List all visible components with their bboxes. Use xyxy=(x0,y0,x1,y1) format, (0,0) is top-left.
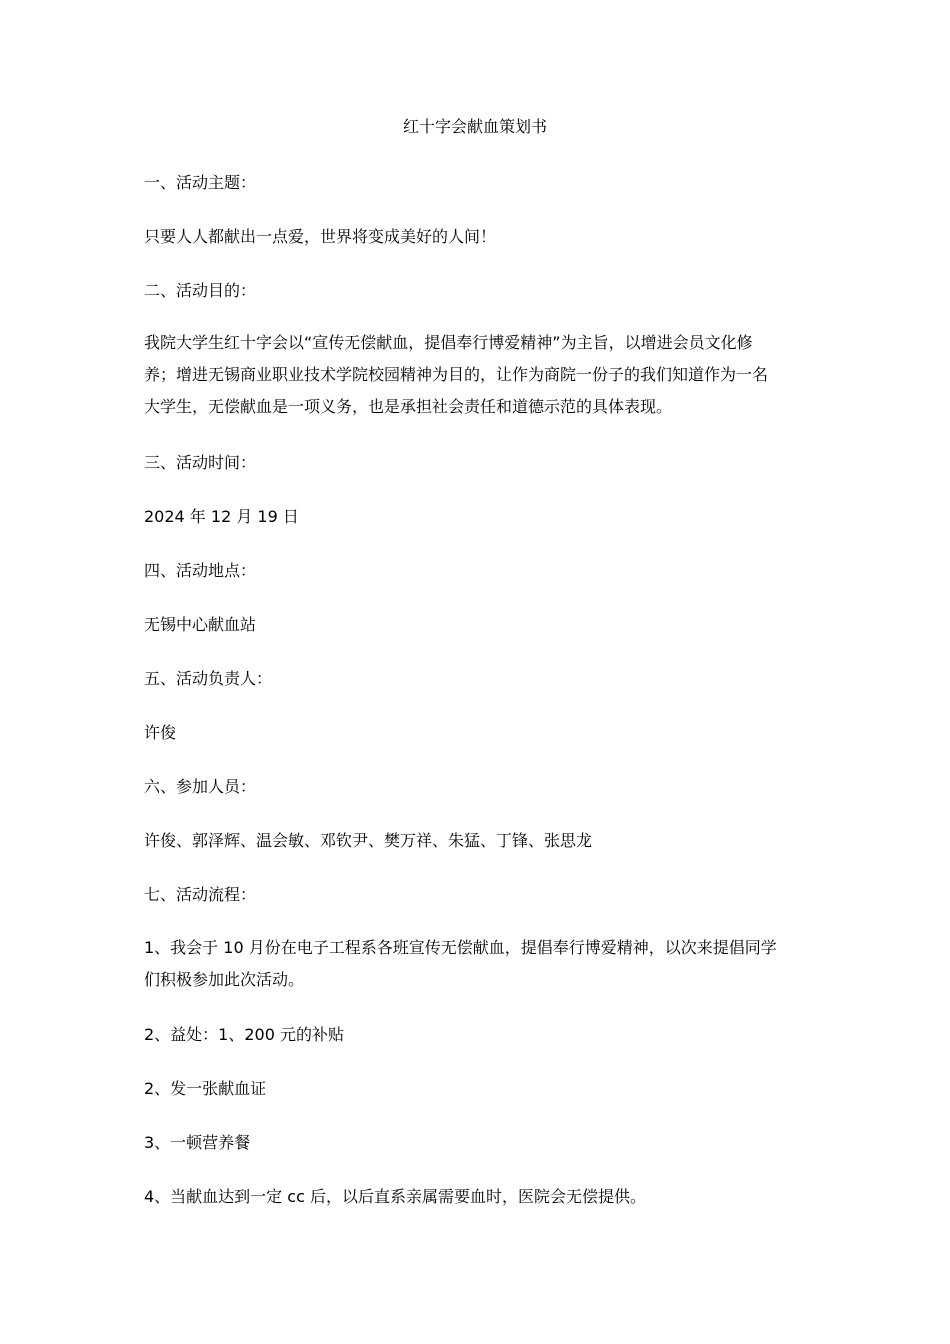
section-participants-content: 许俊、郭泽辉、温会敏、邓钦尹、樊万祥、朱猛、丁锋、张思龙 xyxy=(144,831,593,850)
section-time-heading: 三、活动时间： xyxy=(144,453,257,472)
process-step-1-line: 们积极参加此次活动。 xyxy=(144,970,305,989)
section-location-content: 无锡中心献血站 xyxy=(144,615,257,634)
section-theme-content: 只要人人都献出一点爱，世界将变成美好的人间！ xyxy=(144,227,497,246)
section-participants-heading: 六、参加人员： xyxy=(144,777,257,796)
section-time-content: 2024 年 12 月 19 日 xyxy=(144,507,299,526)
process-item: 2、益处：1、200 元的补贴 xyxy=(144,1025,344,1044)
process-step-1-line: 1、我会于 10 月份在电子工程系各班宣传无偿献血，提倡奉行博爱精神，以次来提倡同学 xyxy=(144,938,777,957)
purpose-line: 大学生，无偿献血是一项义务，也是承担社会责任和道德示范的具体表现。 xyxy=(144,397,673,416)
process-item: 4、当献血达到一定 cc 后，以后直系亲属需要血时，医院会无偿提供。 xyxy=(144,1187,646,1206)
section-location-heading: 四、活动地点： xyxy=(144,561,257,580)
process-step-1 xyxy=(144,932,806,996)
process-item: 3、一顿营养餐 xyxy=(144,1133,251,1152)
purpose-line: 我院大学生红十字会以“宣传无偿献血，提倡奉行博爱精神”为主旨，以增进会员文化修 xyxy=(144,333,753,352)
section-process-heading: 七、活动流程： xyxy=(144,885,257,904)
section-leader-heading: 五、活动负责人： xyxy=(144,669,273,688)
section-leader-content: 许俊 xyxy=(144,723,177,742)
purpose-line: 养；增进无锡商业职业技术学院校园精神为目的，让作为商院一份子的我们知道作为一名 xyxy=(144,365,769,384)
section-theme-heading: 一、活动主题： xyxy=(144,173,257,192)
process-item: 2、发一张献血证 xyxy=(144,1079,267,1098)
section-purpose-heading: 二、活动目的： xyxy=(144,281,257,300)
section-purpose-paragraph xyxy=(144,327,806,423)
document-title: 红十字会献血策划书 xyxy=(402,117,547,136)
